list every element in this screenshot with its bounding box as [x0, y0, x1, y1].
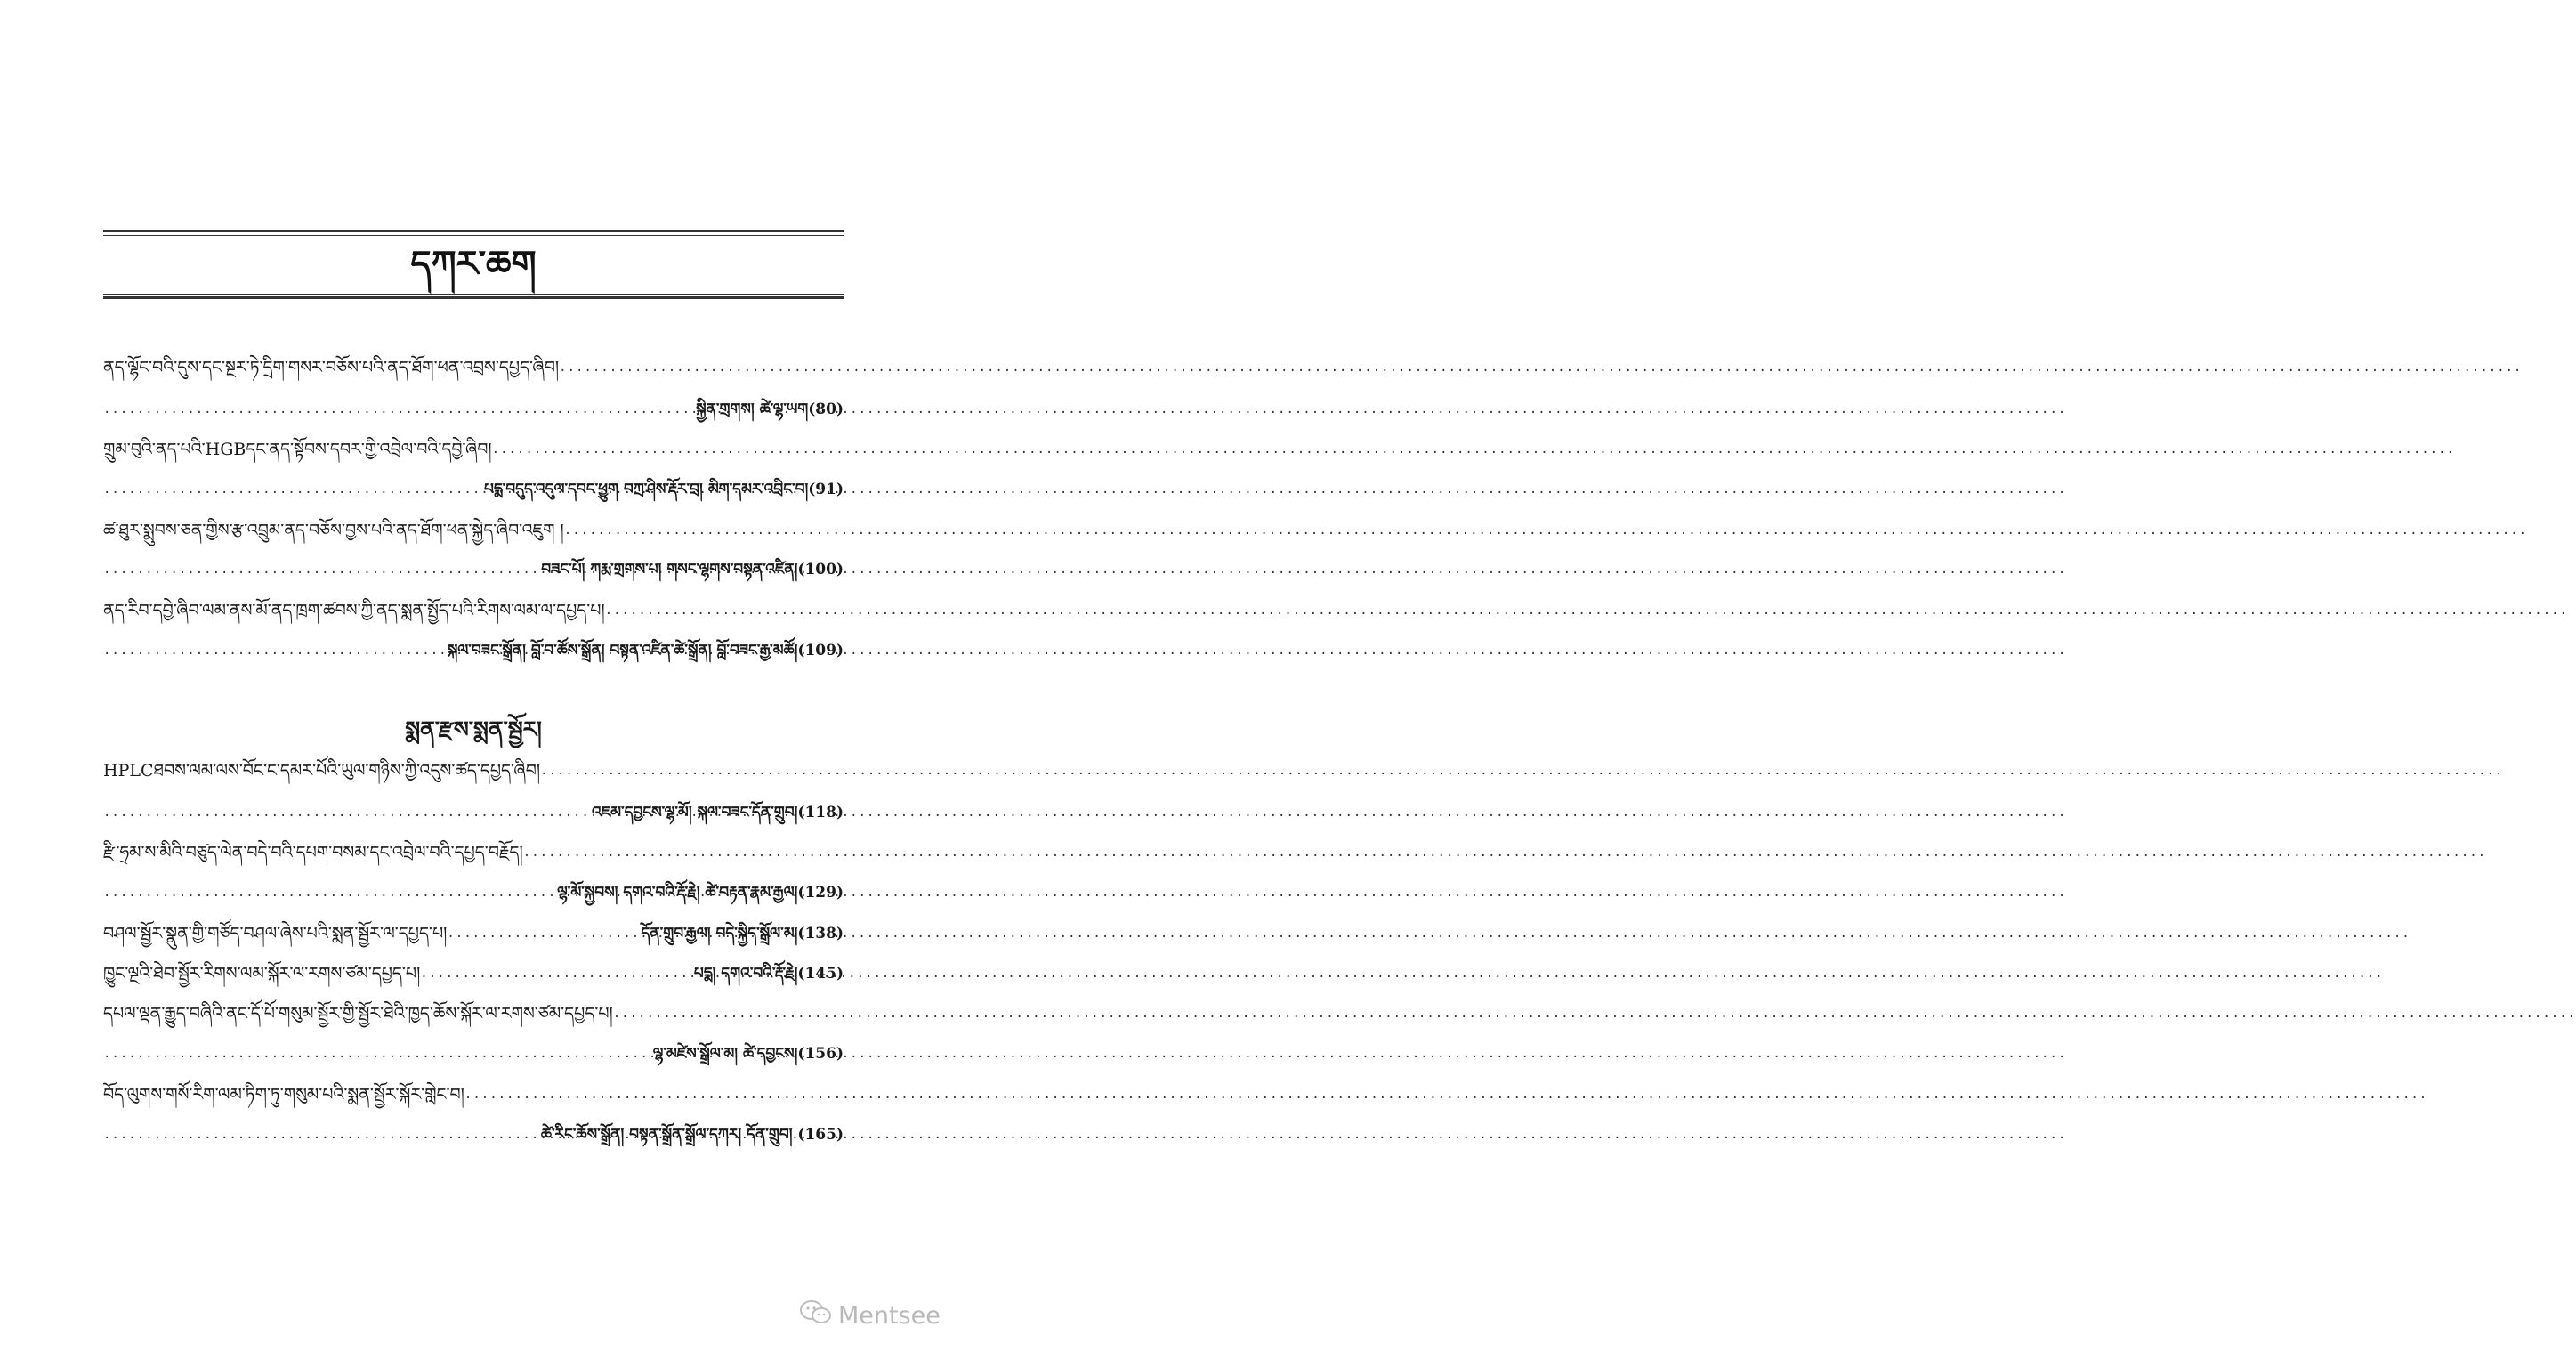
toc-entry-title — [103, 1079, 844, 1105]
toc-entry-title-text: བཤལ་སྦྱོར་སྣུན་གྱི་གཙོད་བཤལ་ཞེས་པའི་སྨན་སྦྱོར་ལ་དཔྱད་པ། — [103, 924, 448, 943]
toc-entry-authors — [103, 797, 844, 823]
watermark-text: Mentsee — [838, 1301, 941, 1330]
toc-entry-authors — [103, 393, 844, 420]
dot-leader — [103, 1043, 653, 1064]
toc-entry-authors-text: སྐལ་བཟང་སྒྲོན། བློ་བ་ཚོས་སྒྲོན། བསྟན་འཛིན་ཚེ་སྒྲོན། བློ་བཟང་རྒྱ་མཚོ།(109) — [447, 642, 844, 659]
dot-leader — [103, 802, 592, 823]
toc-entry-authors — [103, 1119, 844, 1145]
toc-entry-title — [103, 352, 844, 378]
toc-entry-title — [103, 837, 844, 863]
toc-entry-title-text: HPLCཐབས་ལམ་ལས་བོང་ང་དམར་པོའི་ཡུལ་གཉིས་ཀྱི་འདུས་ཚད་དཔྱད་ཞིབ། — [103, 761, 541, 781]
toc-entry-title-text: དཔལ་ལྡན་རྒྱུད་བཞིའི་ནང་དོ་པོ་གསུམ་སྦྱོར་གྱི་སྦྱོར་ཐེའི་ཁྱད་ཆོས་སྐོར་ལ་རགས་ཙམ་དཔྱད་པ། — [103, 1004, 613, 1023]
dot-leader — [447, 923, 641, 944]
dot-leader — [103, 1124, 541, 1145]
toc-entry-authors-text: པདྨ། དགའ་བའི་རྡོ་རྗེ།(145) — [693, 965, 844, 983]
toc-entry-authors-text: ཚེ་རིང་ཆོས་སྒྲོན། བསྟན་སྒྲོན་སྒྲོལ་དཀར། དོན་གྲུབ། (165) — [540, 1126, 844, 1144]
dot-leader — [559, 357, 844, 378]
header-rule-bottom-thin — [103, 294, 844, 295]
toc-entry-authors — [103, 473, 844, 500]
toc-entry-authors-text: ལྷ་མཛེས་སྒྲོལ་མ། ཚེ་དབྱངས།(156) — [652, 1045, 844, 1063]
toc-entry-title — [103, 595, 844, 621]
header-rule-top-thin — [103, 235, 844, 236]
wechat-icon — [799, 1298, 838, 1333]
toc-entry-authors — [103, 877, 844, 903]
dot-leader — [523, 842, 844, 863]
toc-entry-title-text: རྫི་ཧྲམ་ས་མིའི་བཙུད་ལེན་བདེ་བའི་དཔག་བསམ་དང་འབྲེལ་བའི་དཔྱད་བརྗོད། — [103, 843, 523, 862]
dot-leader — [564, 520, 844, 541]
dot-leader — [464, 1084, 844, 1105]
toc-entry-authors — [103, 1038, 844, 1064]
dot-leader — [605, 600, 844, 621]
watermark — [799, 1298, 941, 1333]
toc-entry-single-line — [103, 918, 844, 944]
header-rule-bottom-thick — [103, 296, 844, 299]
toc-entry-title — [103, 433, 844, 460]
toc-entry-single-line — [103, 958, 844, 984]
toc-entry-title — [103, 998, 844, 1024]
header-rule-top-thick — [103, 230, 844, 232]
section-heading: སྨན་རྫས་སྨན་སྦྱོར། — [405, 716, 542, 742]
dot-leader — [613, 1003, 844, 1024]
toc-entry-title-text: ཁྱུང་ལྔའི་ཐེབ་སྦྱོར་རིགས་ལམ་སྐོར་ལ་རགས་ཙམ་དཔྱད་པ། — [103, 964, 421, 983]
dot-leader — [103, 882, 557, 903]
dot-leader — [103, 479, 484, 500]
toc-entry-authors — [103, 635, 844, 661]
dot-leader — [103, 399, 696, 420]
toc-entry-title — [103, 755, 844, 781]
toc-entry-authors-text: པདྨ་བདུད་འདུལ་དབང་ཕྱུག བཀྲ་ཤིས་རྡོར་བྲ། མིག་དམར་འབྲིང་བ།(91) — [483, 481, 844, 498]
dot-leader — [540, 760, 844, 781]
toc-entry-authors-text: ལྷ་མོ་སྐྱབས། དགའ་བའི་རྡོ་རྗེ། ཚེ་བརྟན་རྣམ་རྒྱལ།(129) — [557, 884, 844, 902]
toc-entry-authors-text: དོན་གྲུབ་རྒྱལ། བདེ་སྐྱིད་སྒྲོལ་མ།(138) — [641, 925, 844, 942]
toc-entry-title-text: ནད་རིབ་དབྱེ་ཞིབ་ལམ་ནས་མོ་ནད་ཁྲག་ཚབས་ཀྱི་ནད་སྨན་སྤྱོད་པའི་རིགས་ལམ་ལ་དཔྱད་པ། — [103, 601, 605, 620]
toc-entry-title-text: གྲུམ་བུའི་ནད་པའི་HGBདང་ནད་སྟོབས་དབར་གྱི་འབྲེལ་བའི་དབྱེ་ཞིབ། — [103, 440, 492, 459]
toc-entry-authors-text: བཟང་པོ། ཀརྨ་གྲགས་པ། གསང་ལྷགས་བསྟན་འཛིན།(100) — [541, 561, 844, 578]
toc-entry-authors-text: སྐྱིན་གྲགས། ཚེ་ལྷ་ཡག(80) — [696, 400, 844, 418]
page-title: དཀར་ཆག — [410, 243, 537, 285]
dot-leader — [492, 439, 844, 460]
toc-entry-title-text: ནད་ལྷོང་བའི་དུས་དང་སྔར་ཏེ་དྲིག་གསར་བཅོས་པའི་ནད་ཐོག་ཕན་འབྲས་དཔྱད་ཞིབ། — [103, 358, 560, 377]
toc-entry-title-text: བོད་ལུགས་གསོ་རིག་ལམ་ཏིག་ཏུ་གསུམ་པའི་སྨན་སྦྱོར་སྐོར་གླེང་བ། — [103, 1085, 464, 1104]
dot-leader — [103, 559, 541, 580]
toc-entry-authors-text: འཇམ་དབྱངས་ལྷ་མོ། སྐལ་བཟང་དོན་གྲུབ།(118) — [592, 804, 844, 821]
toc-entry-title — [103, 514, 844, 541]
toc-entry-title-text: ཚ་ཐུར་སྨུབས་ཅན་གྱིས་རྩ་འབྲུམ་ནད་བཅོས་བྱས་པའི་ནད་ཐོག་ཕན་སྐྱེད་ཞིབ་འཇུག ། — [103, 521, 564, 540]
dot-leader — [103, 640, 448, 661]
toc-entry-authors — [103, 554, 844, 580]
dot-leader — [420, 963, 694, 984]
